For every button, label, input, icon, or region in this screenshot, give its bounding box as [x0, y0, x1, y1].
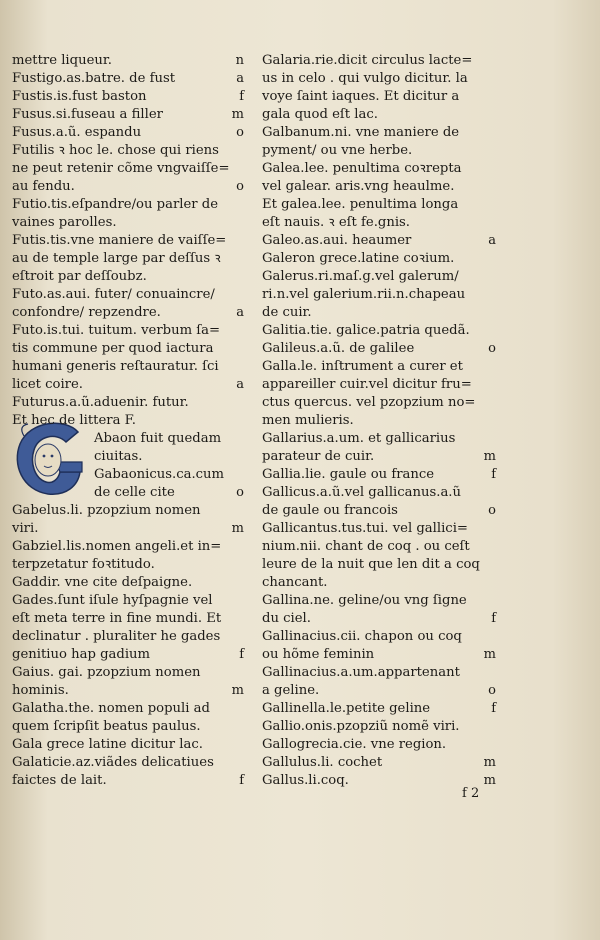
text-line	[12, 664, 244, 682]
line-text: appareiller cuir.vel dicitur fru=	[262, 377, 472, 392]
line-text: Gallulus.li. cochet	[262, 755, 383, 770]
text-line	[12, 88, 244, 106]
line-text: ctus quercus. vel pzopzium no=	[262, 395, 476, 410]
text-line	[12, 556, 244, 574]
gender-mark: m	[231, 683, 244, 698]
line-text: Galileus.a.ũ. de galilee	[262, 341, 415, 356]
text-line	[12, 340, 244, 358]
line-text: ciuitas.	[94, 449, 143, 464]
line-text: Futilis ꝛ hoc le. chose qui riens	[12, 143, 219, 158]
line-text: Gades.ſunt iſule hyſpagnie vel	[12, 593, 213, 608]
line-text: Gaius. gai. pzopzium nomen	[12, 665, 201, 680]
text-line	[12, 268, 244, 286]
text-line	[12, 772, 244, 790]
text-line	[262, 520, 496, 538]
text-line	[262, 268, 496, 286]
text-line	[262, 466, 496, 484]
line-text: humani generis reſtauratur. ſci	[12, 359, 219, 374]
text-line	[12, 124, 244, 142]
text-line	[12, 304, 244, 322]
left-column	[12, 52, 244, 790]
gender-mark: f	[491, 467, 496, 482]
text-line	[262, 214, 496, 232]
gender-mark: m	[231, 521, 244, 536]
line-text: mettre liqueur.	[12, 53, 112, 68]
text-line	[12, 376, 244, 394]
line-text: declinatur . pluraliter he gades	[12, 629, 221, 644]
line-text: Galaria.rie.dicit circulus lacte=	[262, 53, 473, 68]
line-text: eſt nauis. ꝛ eſt fe.gnis.	[262, 215, 411, 230]
text-line	[262, 538, 496, 556]
line-text: men mulieris.	[262, 413, 354, 428]
line-text: voye ſaint iaques. Et dicitur a	[262, 89, 460, 104]
line-text: Gallicantus.tus.tui. vel gallici=	[262, 521, 468, 536]
text-line	[262, 646, 496, 664]
line-text: a geline.	[262, 683, 320, 698]
line-text: Futo.as.aui. futer/ conuaincre/	[12, 287, 215, 302]
line-text: Galaticie.az.viãdes delicatiues	[12, 755, 214, 770]
line-text: parateur de cuir.	[262, 449, 375, 464]
line-text: quem ſcripſit beatus paulus.	[12, 719, 201, 734]
line-text: tis commune per quod iactura	[12, 341, 214, 356]
text-line	[262, 718, 496, 736]
text-line	[262, 286, 496, 304]
signature-mark: f 2	[462, 786, 480, 801]
line-text: Gaddir. vne cite deſpaigne.	[12, 575, 193, 590]
line-text: Gallio.onis.pzopziũ nomẽ viri.	[262, 719, 460, 734]
text-line	[262, 682, 496, 700]
gender-mark: m	[483, 773, 496, 788]
text-line	[12, 736, 244, 754]
line-text: confondre/ repzendre.	[12, 305, 161, 320]
text-line	[262, 232, 496, 250]
text-line	[12, 142, 244, 160]
line-text: Galbanum.ni. vne maniere de	[262, 125, 460, 140]
line-text: Futio.tis.eſpandre/ou parler de	[12, 197, 219, 212]
line-text: de celle cite	[94, 485, 175, 500]
line-text: eſt meta terre in fine mundi. Et	[12, 611, 222, 626]
gender-mark: m	[483, 647, 496, 662]
text-line	[12, 412, 244, 430]
text-line	[262, 196, 496, 214]
line-text: Futurus.a.ũ.aduenir. futur.	[12, 395, 189, 410]
gender-mark: o	[488, 683, 496, 698]
line-text: Galeo.as.aui. heaumer	[262, 233, 412, 248]
text-line	[12, 322, 244, 340]
line-text: Futo.is.tui. tuitum. verbum ſa=	[12, 323, 221, 338]
line-text: us in celo . qui vulgo dicitur. la	[262, 71, 468, 86]
text-line	[262, 124, 496, 142]
line-text: Gallinella.le.petite geline	[262, 701, 431, 716]
text-line	[12, 646, 244, 664]
gender-mark: f	[491, 611, 496, 626]
text-line	[262, 610, 496, 628]
text-line	[262, 142, 496, 160]
line-text: gala quod eſt lac.	[262, 107, 378, 122]
text-line	[12, 52, 244, 70]
line-text: terpzetatur foꝛtitudo.	[12, 557, 155, 572]
gender-mark: o	[236, 485, 244, 500]
gender-mark: f	[239, 773, 244, 788]
text-line	[12, 358, 244, 376]
text-line	[262, 340, 496, 358]
text-line	[12, 178, 244, 196]
gender-mark: o	[236, 125, 244, 140]
line-text: au fendu.	[12, 179, 75, 194]
line-text: licet coire.	[12, 377, 83, 392]
text-line	[262, 250, 496, 268]
line-text: Et hec de littera F.	[12, 413, 136, 428]
line-text: Galea.lee. penultima coꝛrepta	[262, 161, 462, 176]
gender-mark: n	[235, 53, 244, 68]
line-text: Galitia.tie. galice.patria quedã.	[262, 323, 470, 338]
line-text: Fustis.is.fust baston	[12, 89, 147, 104]
gender-mark: a	[236, 305, 244, 320]
line-text: Galla.le. inſtrument a curer et	[262, 359, 463, 374]
text-line	[12, 466, 244, 484]
text-line	[262, 304, 496, 322]
line-text: genitiuo hap gadium	[12, 647, 151, 662]
line-text: Galatha.the. nomen populi ad	[12, 701, 210, 716]
text-line	[262, 160, 496, 178]
line-text: Gabziel.lis.nomen angeli.et in=	[12, 539, 222, 554]
text-line	[12, 196, 244, 214]
text-line	[262, 70, 496, 88]
line-text: ne peut retenir cõme vngvaiſſe=	[12, 161, 230, 176]
text-line	[262, 430, 496, 448]
text-line	[12, 286, 244, 304]
line-text: Gabaonicus.ca.cum	[94, 467, 225, 482]
text-line	[262, 484, 496, 502]
text-line	[262, 592, 496, 610]
line-text: Gallinacius.cii. chapon ou coq	[262, 629, 462, 644]
line-text: Galeron grece.latine coꝛium.	[262, 251, 455, 266]
text-line	[12, 484, 244, 502]
text-line	[12, 250, 244, 268]
line-text: Galerus.ri.maſ.g.vel galerum/	[262, 269, 459, 284]
line-text: eſtroit par deſſoubz.	[12, 269, 147, 284]
line-text: pyment/ ou vne herbe.	[262, 143, 413, 158]
text-line	[262, 106, 496, 124]
line-text: chancant.	[262, 575, 328, 590]
text-line	[12, 214, 244, 232]
line-text: nium.nii. chant de coq . ou ceſt	[262, 539, 470, 554]
line-text: ri.n.vel galerium.rii.n.chapeau	[262, 287, 466, 302]
gender-mark: f	[491, 701, 496, 716]
right-column	[262, 52, 496, 790]
line-text: Gallarius.a.um. et gallicarius	[262, 431, 456, 446]
line-text: au de temple large par deſſus ꝛ	[12, 251, 221, 266]
text-line	[262, 322, 496, 340]
text-line	[262, 700, 496, 718]
text-line	[262, 376, 496, 394]
text-line	[12, 430, 244, 448]
line-text: viri.	[12, 521, 39, 536]
text-line	[262, 664, 496, 682]
text-line	[12, 754, 244, 772]
gender-mark: a	[236, 71, 244, 86]
text-line	[262, 358, 496, 376]
text-line	[12, 700, 244, 718]
text-line	[12, 520, 244, 538]
line-text: Gala grece latine dicitur lac.	[12, 737, 203, 752]
text-line	[12, 682, 244, 700]
text-line	[262, 772, 496, 790]
text-line	[12, 448, 244, 466]
gender-mark: o	[488, 341, 496, 356]
line-text: Futis.tis.vne maniere de vaiſſe=	[12, 233, 227, 248]
text-line	[262, 412, 496, 430]
text-line	[12, 610, 244, 628]
text-line	[12, 502, 244, 520]
line-text: faictes de lait.	[12, 773, 107, 788]
line-text: Gallicus.a.ũ.vel gallicanus.a.ũ	[262, 485, 461, 500]
line-text: Gabelus.li. pzopzium nomen	[12, 503, 201, 518]
line-text: Gallia.lie. gaule ou france	[262, 467, 435, 482]
line-text: Fusus.si.fuseau a filler	[12, 107, 163, 122]
text-line	[262, 52, 496, 70]
gender-mark: a	[488, 233, 496, 248]
line-text: Gallinacius.a.um.appartenant	[262, 665, 460, 680]
text-line	[12, 70, 244, 88]
gender-mark: f	[239, 647, 244, 662]
text-line	[262, 574, 496, 592]
line-text: Abaon fuit quedam	[94, 431, 222, 446]
line-text: vaines parolles.	[12, 215, 117, 230]
text-line	[12, 232, 244, 250]
text-line	[262, 394, 496, 412]
gender-mark: m	[483, 449, 496, 464]
line-text: vel galear. aris.vng heaulme.	[262, 179, 455, 194]
line-text: de gaule ou francois	[262, 503, 398, 518]
line-text: Fustigo.as.batre. de fust	[12, 71, 176, 86]
text-line	[12, 106, 244, 124]
text-line	[12, 574, 244, 592]
text-line	[12, 718, 244, 736]
line-text: Gallina.ne. geline/ou vng ſigne	[262, 593, 467, 608]
gender-mark: o	[488, 503, 496, 518]
text-line	[12, 628, 244, 646]
gender-mark: a	[236, 377, 244, 392]
text-line	[12, 538, 244, 556]
line-text: leure de la nuit que len dit a coq	[262, 557, 480, 572]
text-line	[262, 556, 496, 574]
line-text: Gallus.li.coq.	[262, 773, 349, 788]
line-text: Gallogrecia.cie. vne region.	[262, 737, 447, 752]
line-text: ou hõme feminin	[262, 647, 375, 662]
text-line	[262, 736, 496, 754]
line-text: Fusus.a.ũ. espandu	[12, 125, 142, 140]
gender-mark: m	[483, 755, 496, 770]
line-text: de cuir.	[262, 305, 312, 320]
text-line	[12, 592, 244, 610]
text-line	[262, 88, 496, 106]
text-line	[262, 178, 496, 196]
text-line	[12, 160, 244, 178]
line-text: hominis.	[12, 683, 69, 698]
line-text: Et galea.lee. penultima longa	[262, 197, 459, 212]
text-line	[12, 394, 244, 412]
gender-mark: o	[236, 179, 244, 194]
text-line	[262, 754, 496, 772]
gender-mark: f	[239, 89, 244, 104]
text-line	[262, 628, 496, 646]
gender-mark: m	[231, 107, 244, 122]
line-text: du ciel.	[262, 611, 311, 626]
text-line	[262, 502, 496, 520]
text-line	[262, 448, 496, 466]
